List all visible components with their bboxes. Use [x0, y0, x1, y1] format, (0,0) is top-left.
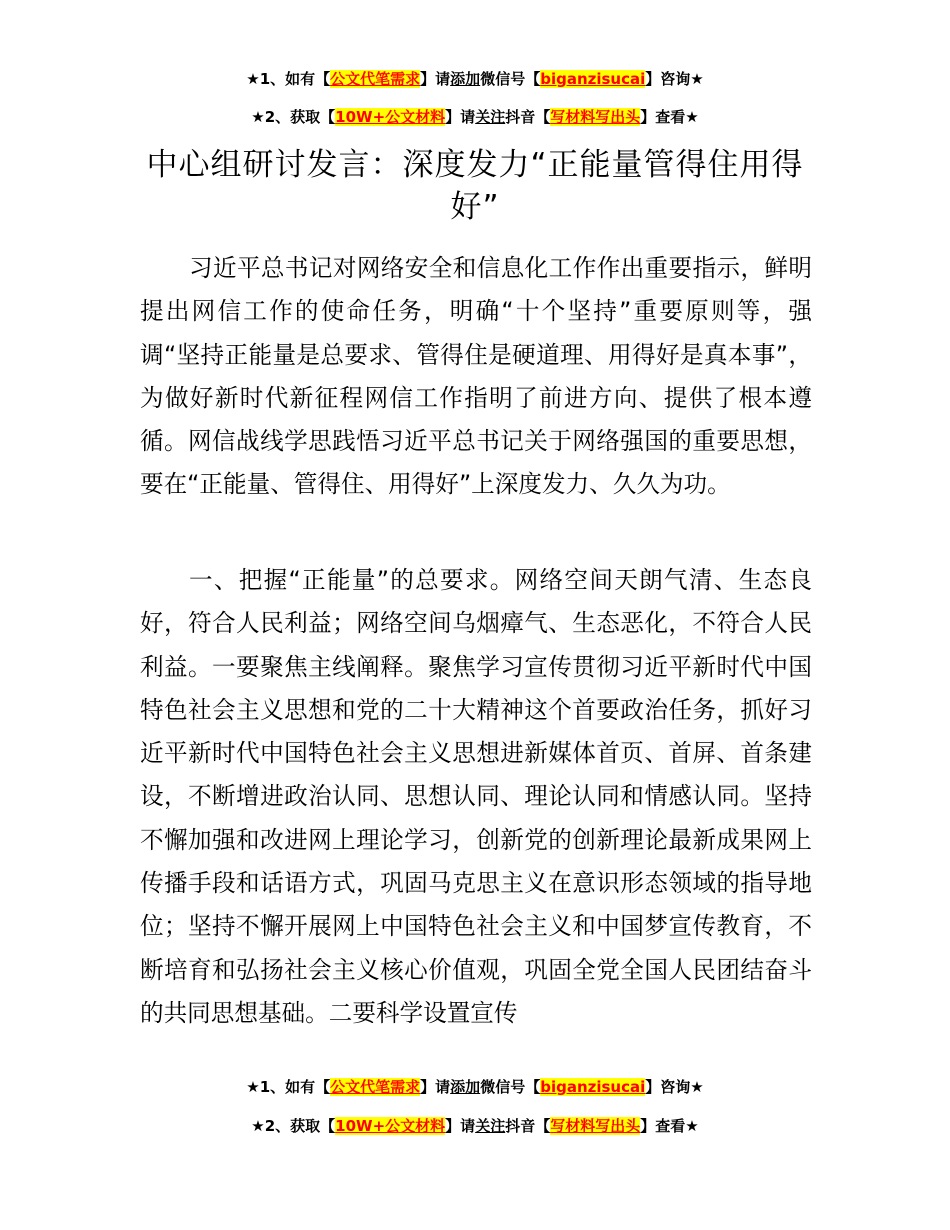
highlight-wechat-id: biganzisucai — [540, 70, 646, 88]
body-paragraph-2: 一、把握“正能量”的总要求。网络空间天朗气清、生态良好，符合人民利益；网络空间乌烟瘴气、生态恶化，不符合人民利益。一要聚焦主线阐释。聚焦学习宣传贯彻习近平新时代中国特色社会主义思想和党的二十大精神这个首要政治任务，抓好习近平新时代中国特色社会主义思想进新媒体首页、首屏、首条建设，不断增进政治认同、思想认同、理论认同和情感认同。坚持不懈加强和改进网上理论学习，创新党的创新理论最新成果网上传播手段和话语方式，巩固马克思主义在意识形态领域的指导地位；坚持不懈开展网上中国特色社会主义和中国梦宣传教育，不断培育和弘扬社会主义核心价值观，巩固全党全国人民团结奋斗的共同思想基础。二要科学设置宣传 — [140, 566, 812, 1027]
banner-text: 微信号【 — [480, 70, 541, 88]
promo-banner-top-line-1 — [0, 69, 950, 89]
banner-underlined-text: 关注 — [475, 1117, 506, 1135]
banner-text: 1、如有【 — [259, 1078, 331, 1096]
highlight-service: 公文代笔需求 — [330, 70, 421, 88]
banner-text: 2、获取【 — [264, 1117, 336, 1135]
highlight-service: 公文代笔需求 — [330, 1078, 421, 1096]
banner-text: 】请 — [445, 108, 476, 126]
star-icon: ★ — [246, 1078, 260, 1096]
banner-text: 1、如有【 — [259, 70, 331, 88]
highlight-materials: 10W+公文材料 — [335, 1117, 446, 1135]
banner-text: 】请 — [445, 1117, 476, 1135]
document-title: 中心组研讨发言：深度发力“正能量管得住用得好” — [146, 147, 804, 225]
banner-underlined-text: 添加 — [450, 70, 481, 88]
banner-text: 抖音【 — [505, 1117, 551, 1135]
banner-text: 】查看 — [640, 108, 686, 126]
star-icon: ★ — [690, 70, 704, 88]
banner-text: 微信号【 — [480, 1078, 541, 1096]
body-paragraph-1: 习近平总书记对网络安全和信息化工作作出重要指示，鲜明提出网信工作的使命任务，明确“十个坚持”重要原则等，强调“坚持正能量是总要求、管得住是硬道理、用得好是真本事”，为做好新时代新征程网信工作指明了前进方向、提供了根本遵循。网信战线学思践悟习近平总书记关于网络强国的重要思想，要在“正能量、管得住、用得好”上深度发力、久久为功。 — [140, 254, 812, 499]
star-icon: ★ — [690, 1078, 704, 1096]
promo-banner-bottom-line-1 — [0, 1077, 950, 1097]
promo-banner-bottom-line-2 — [0, 1116, 950, 1136]
highlight-wechat-id: biganzisucai — [540, 1078, 646, 1096]
star-icon: ★ — [246, 70, 260, 88]
star-icon: ★ — [685, 108, 699, 126]
banner-text: 2、获取【 — [264, 108, 336, 126]
banner-text: 】请 — [420, 70, 451, 88]
highlight-materials: 10W+公文材料 — [335, 108, 446, 126]
highlight-douyin-account: 写材料写出头 — [550, 1117, 641, 1135]
star-icon: ★ — [685, 1117, 699, 1135]
banner-text: 抖音【 — [505, 108, 551, 126]
banner-text: 】咨询 — [645, 1078, 691, 1096]
promo-banner-top-line-2 — [0, 107, 950, 127]
banner-underlined-text: 关注 — [475, 108, 506, 126]
banner-text: 】请 — [420, 1078, 451, 1096]
star-icon: ★ — [251, 1117, 265, 1135]
banner-underlined-text: 添加 — [450, 1078, 481, 1096]
banner-text: 】查看 — [640, 1117, 686, 1135]
star-icon: ★ — [251, 108, 265, 126]
banner-text: 】咨询 — [645, 70, 691, 88]
highlight-douyin-account: 写材料写出头 — [550, 108, 641, 126]
